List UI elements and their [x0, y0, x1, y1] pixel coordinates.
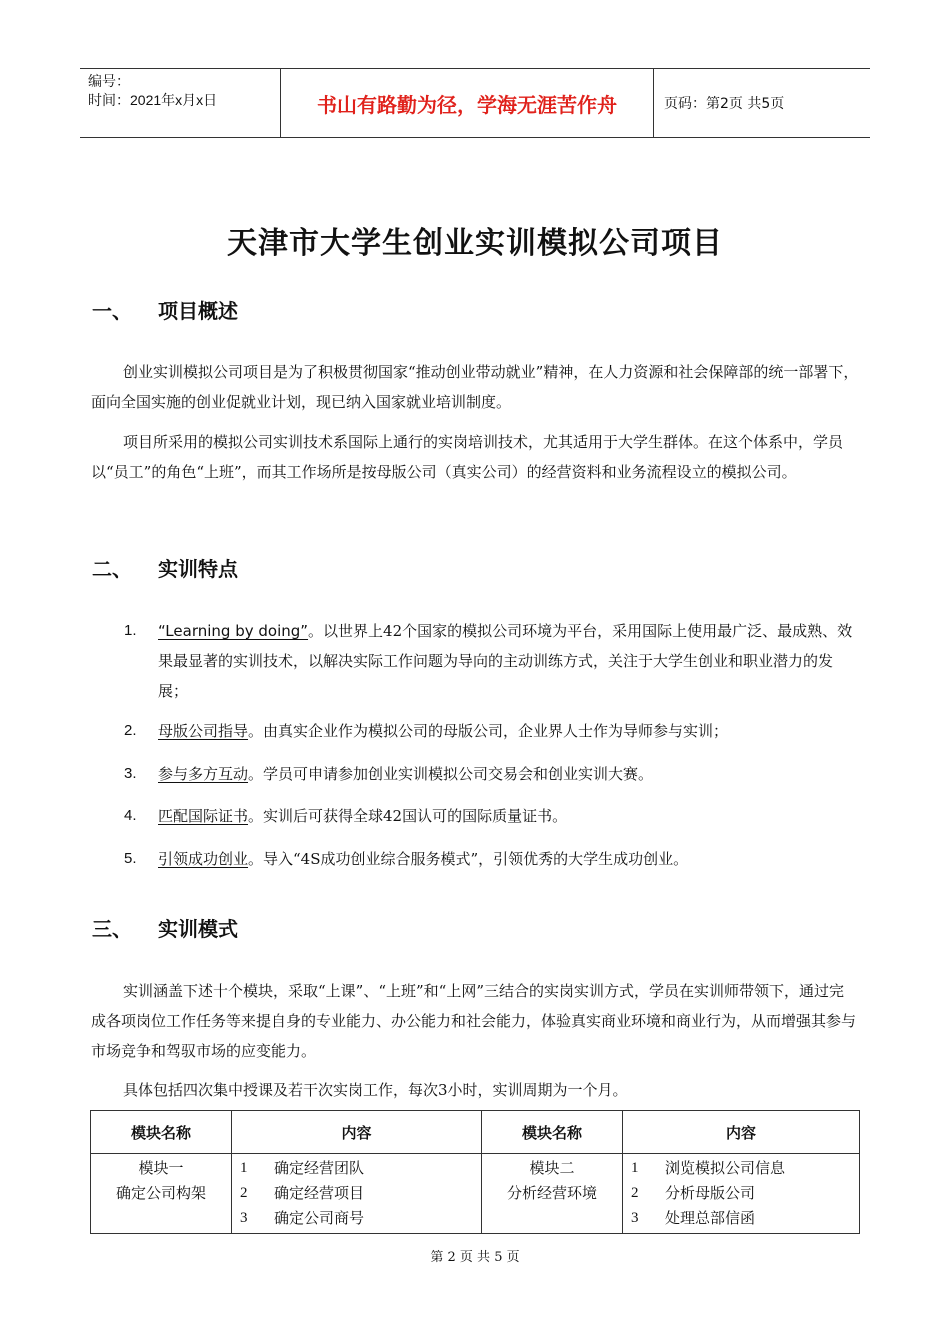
- item-text: 处理总部信函: [665, 1209, 756, 1227]
- module-content-cell: [623, 1154, 860, 1234]
- modules-table: [90, 1110, 860, 1234]
- table-header-row: [91, 1111, 860, 1154]
- number-label: 编号：: [88, 73, 130, 89]
- content-item: [623, 1181, 859, 1206]
- feature-index: 2.: [124, 722, 137, 739]
- feature-key: 参与多方互动: [158, 765, 249, 783]
- module-name-cell: [482, 1154, 623, 1234]
- feature-index: 4.: [124, 807, 137, 824]
- feature-key: “Learning by doing”: [158, 622, 309, 640]
- table-header-cell: 内容: [232, 1111, 482, 1154]
- item-number: 3: [240, 1210, 248, 1226]
- item-text: 确定经营项目: [274, 1184, 365, 1202]
- module-title: 分析经营环境: [506, 1184, 597, 1202]
- feature-text: 。实训后可获得全球42国认可的国际质量证书。: [248, 807, 568, 825]
- paragraph-mode-1: 实训涵盖下述十个模块，采取“上课”、“上班”和“上网”三结合的实岗实训方式，学员在实训师带领下，通过完成各项岗位工作任务等来提自身的专业能力、办公能力和社会能力，体验真实商业环境和商业行为，从而增强其参与市场竞争和驾驭市场的应变能力。: [91, 982, 857, 1060]
- header-meta: [80, 69, 281, 137]
- header-motto: 书山有路勤为径，学海无涯苦作舟: [281, 69, 654, 137]
- paragraph-overview-1: 创业实训模拟公司项目是为了积极贯彻国家“推动创业带动就业”精神，在人力资源和社会保障部的统一部署下，面向全国实施的创业促就业计划，现已纳入国家就业培训制度。: [91, 363, 859, 411]
- feature-text: 。学员可申请参加创业实训模拟公司交易会和创业实训大赛。: [248, 765, 654, 783]
- section-heading-mode: [92, 913, 238, 942]
- section-title: 实训模式: [158, 917, 238, 941]
- table-header-cell: 模块名称: [482, 1111, 623, 1154]
- feature-key: 引领成功创业: [158, 850, 249, 868]
- feature-item: [124, 759, 860, 789]
- item-text: 分析母版公司: [665, 1184, 756, 1202]
- content-item: [623, 1156, 859, 1181]
- section-title: 项目概述: [158, 299, 238, 323]
- feature-index: 5.: [124, 850, 137, 867]
- feature-key: 母版公司指导: [158, 722, 249, 740]
- section-number: 二、: [92, 557, 132, 581]
- feature-item: [124, 616, 860, 706]
- feature-item: [124, 801, 860, 831]
- table-header-cell: 模块名称: [91, 1111, 232, 1154]
- item-number: 1: [631, 1160, 639, 1176]
- document-title: 天津市大学生创业实训模拟公司项目: [227, 226, 723, 261]
- section-heading-features: [92, 553, 238, 582]
- content-item: [623, 1206, 859, 1231]
- feature-item: [124, 716, 860, 746]
- header-page-number: 页码：第2页 共5页: [664, 96, 785, 112]
- feature-index: 3.: [124, 765, 137, 782]
- module-name-cell: [91, 1154, 232, 1234]
- table-header-cell: 内容: [623, 1111, 860, 1154]
- feature-item: [124, 844, 860, 874]
- item-text: 浏览模拟公司信息: [665, 1159, 786, 1177]
- feature-text: 。以世界上42个国家的模拟公司环境为平台，采用国际上使用最广泛、最成熟、效果最显著的实训技术，以解决实际工作问题为导向的主动训练方式，关注于大学生创业和职业潜力的发展；: [158, 622, 853, 700]
- item-text: 确定经营团队: [274, 1159, 365, 1177]
- section-heading-overview: [92, 295, 238, 324]
- item-number: 2: [631, 1185, 639, 1201]
- time-label: 时间：2021年x月x日: [88, 92, 218, 108]
- module-content-cell: [232, 1154, 482, 1234]
- module-number: 模块一: [138, 1159, 184, 1177]
- page-footer: 第 2 页 共 5 页: [430, 1250, 520, 1265]
- section-title: 实训特点: [158, 557, 238, 581]
- module-title: 确定公司构架: [115, 1184, 206, 1202]
- section-number: 三、: [92, 917, 132, 941]
- feature-text: 。由真实企业作为模拟公司的母版公司，企业界人士作为导师参与实训；: [248, 722, 729, 740]
- feature-index: 1.: [124, 622, 137, 639]
- module-number: 模块二: [529, 1159, 575, 1177]
- page-header: [80, 68, 870, 138]
- table-row: [91, 1154, 860, 1234]
- paragraph-mode-2: 具体包括四次集中授课及若干次实岗工作，每次3小时，实训周期为一个月。: [123, 1081, 628, 1099]
- item-number: 1: [240, 1160, 248, 1176]
- section-number: 一、: [92, 299, 132, 323]
- content-item: [232, 1156, 481, 1181]
- feature-text: 。导入“4S成功创业综合服务模式”，引领优秀的大学生成功创业。: [248, 850, 689, 868]
- item-number: 3: [631, 1210, 639, 1226]
- paragraph-overview-2: 项目所采用的模拟公司实训技术系国际上通行的实岗培训技术，尤其适用于大学生群体。在这个体系中，学员以“员工”的角色“上班”，而其工作场所是按母版公司（真实公司）的经营资料和业务流程设立的模拟公司。: [91, 433, 844, 481]
- content-item: [232, 1181, 481, 1206]
- item-number: 2: [240, 1185, 248, 1201]
- content-item: [232, 1206, 481, 1231]
- item-text: 确定公司商号: [274, 1209, 365, 1227]
- feature-key: 匹配国际证书: [158, 807, 249, 825]
